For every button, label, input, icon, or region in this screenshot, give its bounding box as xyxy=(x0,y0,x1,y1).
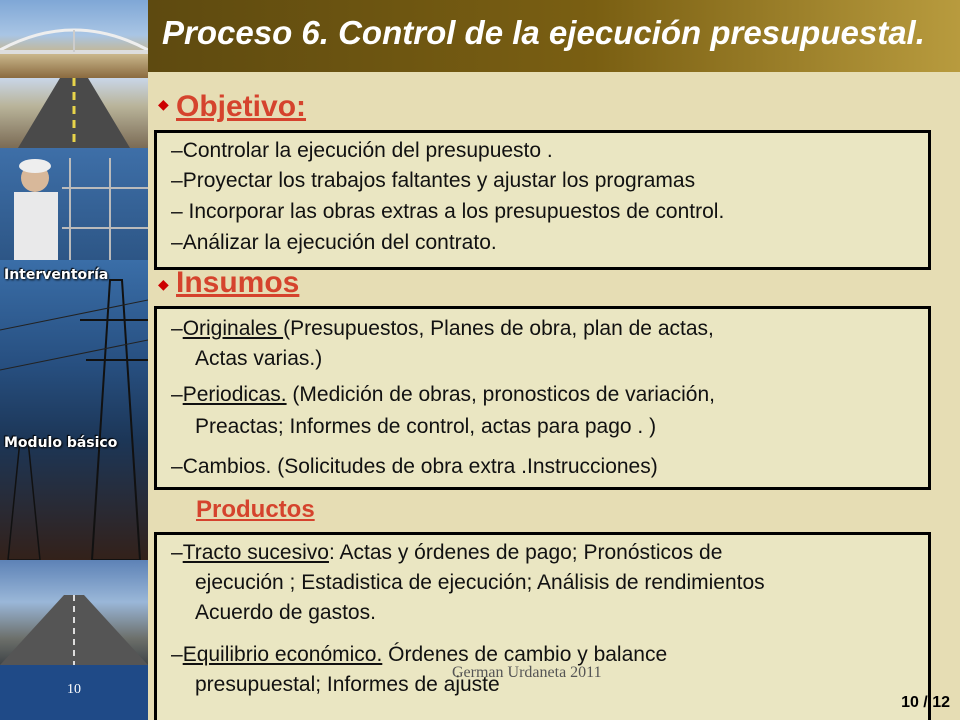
insumos-item: –Originales (Presupuestos, Planes de obra, plan de actas, xyxy=(171,317,714,340)
insumos-box xyxy=(154,306,931,490)
productos-box xyxy=(154,532,931,720)
sidebar xyxy=(0,0,148,720)
insumos-item-continuation: Actas varias.) xyxy=(195,347,323,370)
sidebar-label-modulo: Modulo básico xyxy=(4,435,118,451)
slide-counter: 10 / 12 xyxy=(901,694,950,711)
insumos-heading: Insumos xyxy=(176,266,300,299)
productos-item: –Equilibrio económico. Órdenes de cambio y balance xyxy=(171,643,668,666)
objetivo-item: – Incorporar las obras extras a los presupuestos de control. xyxy=(171,200,725,223)
slide-title: Proceso 6. Control de la ejecución presupuestal. xyxy=(162,14,925,51)
slide-content xyxy=(148,72,960,720)
engineer-photo xyxy=(0,148,148,260)
productos-item: –Tracto sucesivo: Actas y órdenes de pago; Pronósticos de xyxy=(171,541,723,564)
objetivo-item: –Proyectar los trabajos faltantes y ajustar los programas xyxy=(171,169,696,192)
bridge-photo xyxy=(0,0,148,78)
power-tower-photo xyxy=(0,260,148,560)
objetivo-heading: Objetivo: xyxy=(176,90,307,123)
footer-author: German Urdaneta 2011 xyxy=(452,664,602,681)
productos-item-continuation: ejecución ; Estadistica de ejecución; Análisis de rendimientos xyxy=(195,571,765,594)
productos-heading: Productos xyxy=(196,496,315,523)
productos-item-continuation: Acuerdo de gastos. xyxy=(195,601,376,624)
diamond-bullet-icon: ◆ xyxy=(158,276,169,292)
productos-item-continuation: presupuestal; Informes de ajuste xyxy=(195,673,500,696)
insumos-item-continuation: Preactas; Informes de control, actas para pago . ) xyxy=(195,415,657,438)
objetivo-item: –Controlar la ejecución del presupuesto . xyxy=(171,139,553,162)
objetivo-box xyxy=(154,130,931,270)
sidebar-page-number: 10 xyxy=(67,682,81,697)
diamond-bullet-icon: ◆ xyxy=(158,96,169,112)
insumos-item: –Cambios. (Solicitudes de obra extra .Instrucciones) xyxy=(171,455,658,478)
insumos-item: –Periodicas. (Medición de obras, pronosticos de variación, xyxy=(171,383,715,406)
sidebar-label-interventoria: Interventoría xyxy=(4,267,109,283)
highway-photo xyxy=(0,560,148,665)
road-photo xyxy=(0,78,148,148)
objetivo-item: –Análizar la ejecución del contrato. xyxy=(171,231,497,254)
title-bar xyxy=(148,0,960,72)
